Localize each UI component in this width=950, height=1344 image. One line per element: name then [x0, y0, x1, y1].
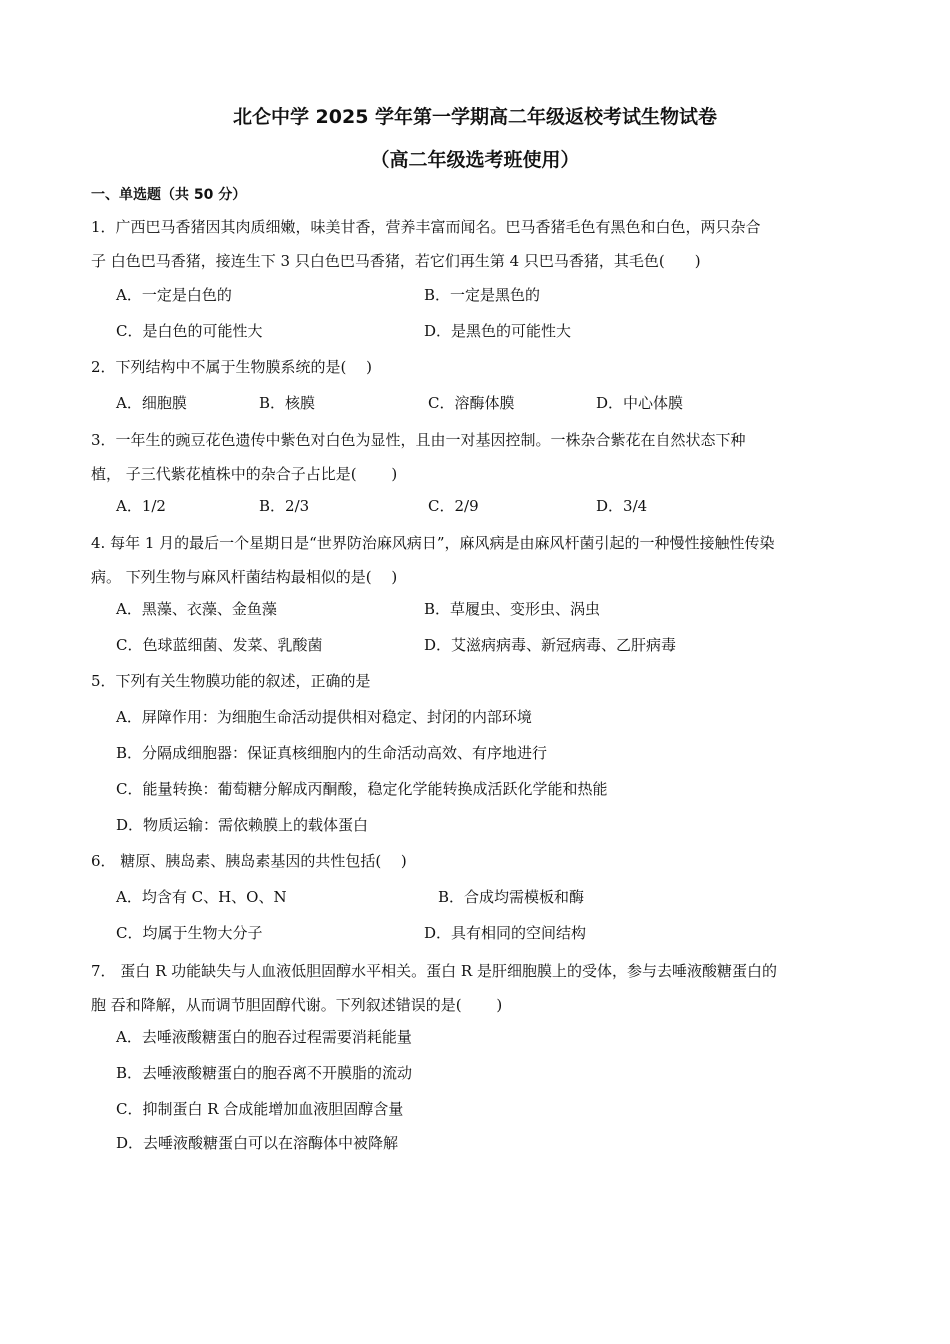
- question-1-stem-line-1: 1．广西巴马香猪因其肉质细嫩，味美甘香，营养丰富而闻名。巴马香猪毛色有黑色和白色，两只杂合: [91, 218, 761, 236]
- question-5-option-a: A．屏障作用：为细胞生命活动提供相对稳定、封闭的内部环境: [116, 708, 532, 726]
- question-6-option-b: B．合成均需模板和酶: [438, 888, 585, 906]
- question-1-stem-line-2: 子 白色巴马香猪，接连生下 3 只白色巴马香猪，若它们再生第 4 只巴马香猪，其毛色( ): [91, 252, 701, 270]
- question-5-stem: 5．下列有关生物膜功能的叙述，正确的是: [91, 672, 371, 690]
- question-2-option-c: C．溶酶体膜: [428, 394, 515, 412]
- question-1-option-a: A．一定是白色的: [116, 286, 232, 304]
- question-2-stem: 2．下列结构中不属于生物膜系统的是( ): [91, 358, 373, 376]
- question-5-option-c: C．能量转换：葡萄糖分解成丙酮酸，稳定化学能转换成活跃化学能和热能: [116, 780, 608, 798]
- question-2-option-b: B．核膜: [259, 394, 316, 412]
- question-4-option-c: C．色球蓝细菌、发菜、乳酸菌: [116, 636, 323, 654]
- question-4-option-a: A．黑藻、衣藻、金鱼藻: [116, 600, 277, 618]
- question-3-option-b: B．2/3: [259, 497, 310, 515]
- question-7-option-d: D．去唾液酸糖蛋白可以在溶酶体中被降解: [116, 1134, 399, 1152]
- question-6-option-d: D．具有相同的空间结构: [424, 924, 587, 942]
- question-7-option-a: A．去唾液酸糖蛋白的胞吞过程需要消耗能量: [116, 1028, 412, 1046]
- question-3-stem-line-1: 3．一年生的豌豆花色遗传中紫色对白色为显性，且由一对基因控制。一株杂合紫花在自然状态下种: [91, 431, 746, 449]
- question-4-stem-line-2: 病。 下列生物与麻风杆菌结构最相似的是( ): [91, 568, 398, 586]
- question-3-option-a: A．1/2: [116, 497, 166, 515]
- question-6-option-a: A．均含有 C、H、O、N: [116, 888, 287, 906]
- exam-title: 北仑中学 2025 学年第一学期高二年级返校考试生物试卷: [232, 106, 718, 128]
- question-1-option-d: D．是黑色的可能性大: [424, 322, 572, 340]
- question-3-stem-line-2: 植， 子三代紫花植株中的杂合子占比是( ): [91, 465, 398, 483]
- question-2-option-a: A．细胞膜: [116, 394, 187, 412]
- question-3-option-d: D．3/4: [596, 497, 648, 515]
- question-1-option-b: B．一定是黑色的: [424, 286, 541, 304]
- question-1-option-c: C．是白色的可能性大: [116, 322, 263, 340]
- section-heading: 一、单选题（共 50 分）: [91, 187, 247, 203]
- question-5-option-b: B．分隔成细胞器：保证真核细胞内的生命活动高效、有序地进行: [116, 744, 548, 762]
- question-2-option-d: D．中心体膜: [596, 394, 684, 412]
- question-4-option-d: D．艾滋病病毒、新冠病毒、乙肝病毒: [424, 636, 677, 654]
- question-7-stem-line-2: 胞 吞和降解，从而调节胆固醇代谢。下列叙述错误的是( ): [91, 996, 503, 1014]
- question-7-option-c: C．抑制蛋白 R 合成能增加血液胆固醇含量: [116, 1100, 404, 1118]
- question-4-stem-line-1: 4. 每年 1 月的最后一个星期日是“世界防治麻风病日”，麻风病是由麻风杆菌引起的一种慢性接触性传染: [91, 534, 775, 552]
- question-7-option-b: B．去唾液酸糖蛋白的胞吞离不开膜脂的流动: [116, 1064, 413, 1082]
- question-3-option-c: C．2/9: [428, 497, 479, 515]
- question-4-option-b: B．草履虫、变形虫、涡虫: [424, 600, 601, 618]
- question-5-option-d: D．物质运输：需依赖膜上的载体蛋白: [116, 816, 369, 834]
- question-6-stem: 6． 糖原、胰岛素、胰岛素基因的共性包括( ): [91, 852, 407, 870]
- exam-subtitle: （高二年级选考班使用）: [370, 149, 580, 171]
- question-7-stem-line-1: 7． 蛋白 R 功能缺失与人血液低胆固醇水平相关。蛋白 R 是肝细胞膜上的受体，参与去唾液酸糖蛋白的: [91, 962, 777, 980]
- question-6-option-c: C．均属于生物大分子: [116, 924, 263, 942]
